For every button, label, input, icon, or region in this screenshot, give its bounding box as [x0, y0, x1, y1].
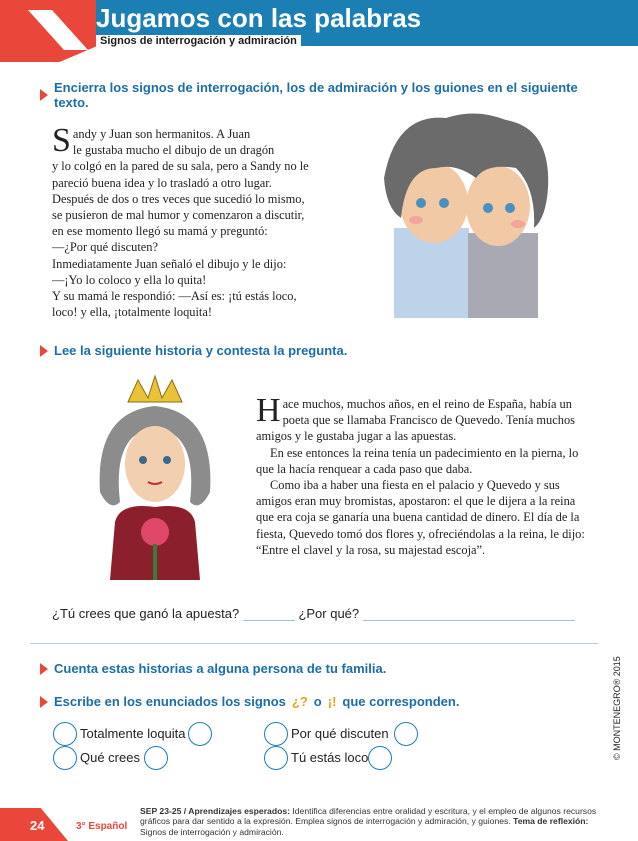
instruction-text-end: que corresponden.	[342, 694, 460, 709]
triangle-bullet-icon	[40, 345, 48, 357]
story-1	[52, 122, 342, 320]
story-line: amigos y le gustaba jugar a las apuestas.	[256, 429, 457, 444]
instruction-text: Encierra los signos de interrogación, los de admiración y los guiones en el siguiente texto.	[54, 80, 578, 110]
story-line: andy y Juan son hermanitos. A Juan	[72, 127, 251, 141]
triangle-bullet-icon	[40, 663, 48, 675]
answer-circle-left[interactable]	[53, 722, 77, 746]
story-line: Inmediatamente Juan señaló el dibujo y le dijo:	[52, 256, 287, 271]
queen-illustration	[90, 372, 220, 580]
instruction-4	[40, 694, 460, 709]
page-subtitle: Signos de interrogación y admiración	[96, 35, 301, 47]
story-2-lines	[256, 392, 602, 558]
footer-bold-1: SEP 23-25 / Aprendizajes esperados:	[140, 806, 290, 816]
option-por-que-discuten: Por qué discuten	[291, 726, 389, 741]
story-line: que era coja se ganaría una buena cantidad de dinero. El día de la	[256, 510, 580, 525]
story-line: Después de dos o tres veces que sucedió lo mismo,	[52, 191, 305, 206]
story-line: pareció buena idea y lo trasladó a otro lugar.	[52, 175, 272, 190]
answer-circle-left[interactable]	[264, 746, 288, 770]
answer-2-line[interactable]	[363, 607, 575, 621]
option-totalmente-loquita: Totalmente loquita	[80, 726, 186, 741]
story-line: En ese entonces la reina tenía un padecimiento en la pierna, lo	[270, 445, 579, 460]
divider	[30, 643, 598, 644]
story-line: y lo colgó en la pared de su sala, pero a Sandy no le	[52, 159, 309, 174]
story-2	[256, 392, 602, 558]
page-number: 24	[30, 818, 45, 833]
answer-circle-right[interactable]	[368, 746, 392, 770]
instruction-text: Escribe en los enunciados los signos	[54, 694, 286, 709]
question-2-label: ¿Por qué?	[298, 606, 360, 621]
story-1-lines	[52, 122, 342, 320]
instruction-2	[40, 343, 440, 358]
story-line: Como iba a haber una fiesta en el palacio y Quevedo y sus	[270, 478, 560, 493]
answer-circle-right[interactable]	[144, 746, 168, 770]
story-line: se pusieron de mal humor y comenzaron a discutir,	[52, 208, 305, 223]
instruction-1	[40, 80, 600, 110]
answer-circle-right[interactable]	[188, 722, 212, 746]
instruction-text: Lee la siguiente historia y contesta la pregunta.	[54, 343, 348, 358]
instruction-text: Cuenta estas historias a alguna persona de tu familia.	[54, 661, 387, 676]
exclamation-marks-symbol: ¡!	[327, 694, 337, 709]
instruction-3	[40, 661, 440, 676]
grade-label: 3° Español	[76, 821, 128, 832]
story-line: Y su mamá le respondió: —Así es: ¡tú estás loco,	[52, 289, 297, 304]
footer-text-2: Signos de interrogación y admiración.	[140, 826, 284, 837]
story-line: “Entre el clavel y la rosa, su majestad escoja”.	[256, 542, 486, 557]
story-line: —¡Yo lo coloco y ella lo quita!	[52, 272, 207, 287]
answer-circle-right[interactable]	[394, 722, 418, 746]
answer-1-line[interactable]	[243, 607, 295, 621]
story-line: que la hacía renquear a cada paso que daba.	[256, 461, 473, 476]
story-line: ace muchos, muchos años, en el reino de España, había un	[282, 397, 572, 411]
story-line: fiesta, Quevedo tomó dos flores y, ofreciéndolas a la reina, le dijo:	[256, 526, 585, 541]
story-line: amigos eran muy bromistas, apostaron: el que le dijera a la reina	[256, 494, 576, 509]
footer-bold-2: Tema de reflexión:	[513, 816, 589, 827]
answer-circle-left[interactable]	[53, 746, 77, 770]
question-row	[52, 606, 575, 621]
story-line: le gustaba mucho el dibujo de un dragón	[72, 143, 275, 158]
dropcap: S	[52, 122, 71, 159]
triangle-bullet-icon	[40, 89, 48, 101]
question-1-label: ¿Tú crees que ganó la apuesta?	[52, 606, 240, 621]
story-line: —¿Por qué discuten?	[52, 240, 158, 255]
option-que-crees: Qué crees	[80, 750, 140, 765]
option-tu-estas-loco: Tú estás loco	[291, 750, 369, 765]
triangle-bullet-icon	[40, 696, 48, 708]
question-marks-symbol: ¿?	[291, 694, 308, 709]
story-line: poeta que se llamaba Francisco de Quevedo. Tenía muchos	[282, 413, 575, 428]
dropcap: H	[256, 392, 281, 429]
footer-text-1: Identifica diferencias entre oralidad y escritura, y el empleo de algunos recursos gráficos para dar sentido a la expresión. Emplea signos de interrogación y admiración, y guiones.	[140, 806, 597, 827]
footer-text	[140, 806, 600, 837]
children-illustration	[376, 108, 556, 318]
copyright: © MONTENEGRO® 2015	[612, 656, 622, 760]
page-title: Jugamos con las palabras	[96, 3, 422, 33]
story-line: loco! y ella, ¡totalmente loquita!	[52, 305, 212, 320]
instruction-or: o	[313, 694, 322, 709]
story-line: en ese momento llegó su mamá y preguntó:	[52, 224, 268, 239]
answer-circle-left[interactable]	[264, 722, 288, 746]
